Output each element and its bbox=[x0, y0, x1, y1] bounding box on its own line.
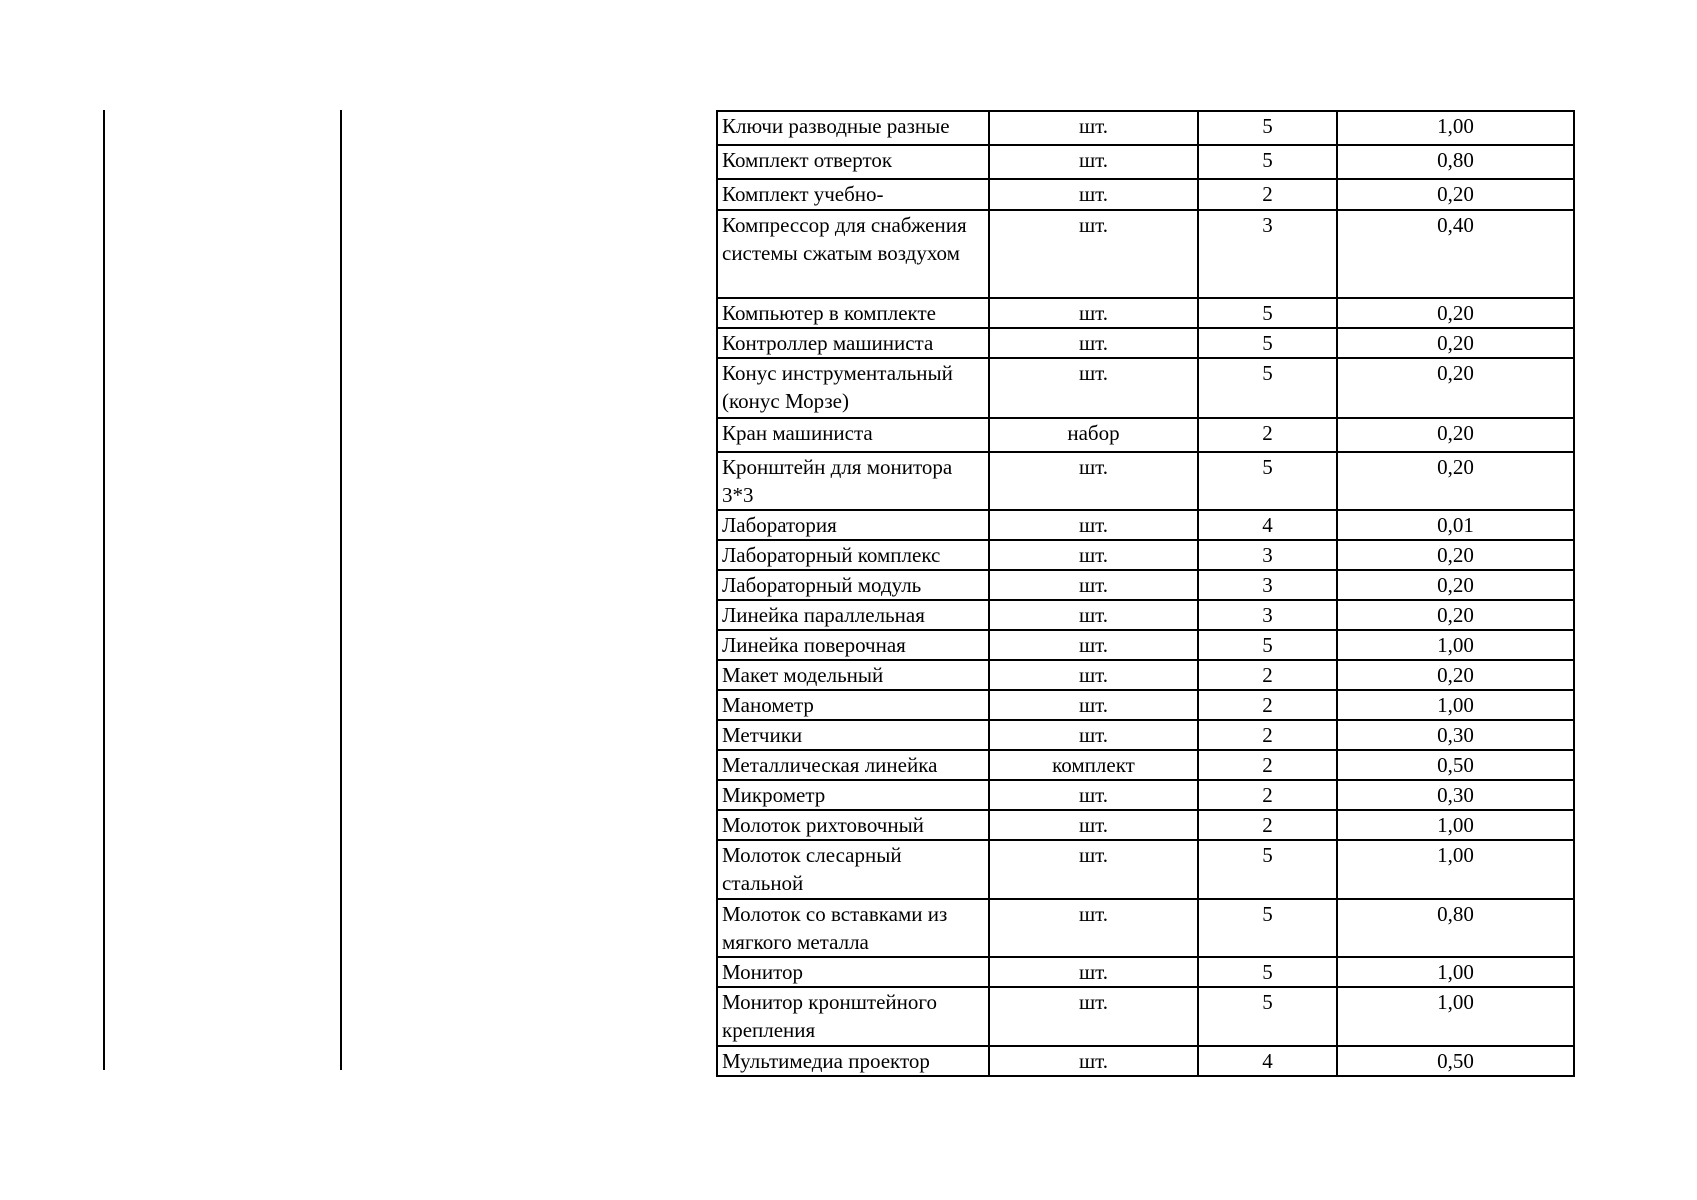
item-name-line: Компьютер в комплекте bbox=[722, 301, 936, 325]
item-name-line: Лабораторный комплекс bbox=[722, 543, 941, 567]
item-quantity-cell: 5 bbox=[1198, 111, 1337, 145]
item-coefficient-cell: 1,00 bbox=[1337, 957, 1574, 987]
item-quantity-cell: 4 bbox=[1198, 1046, 1337, 1076]
item-coefficient-cell: 0,20 bbox=[1337, 660, 1574, 690]
item-coefficient-cell: 0,40 bbox=[1337, 210, 1574, 298]
item-name-line: системы сжатым воздухом bbox=[722, 241, 960, 265]
item-unit-cell: шт. bbox=[989, 570, 1198, 600]
table-row bbox=[717, 452, 1574, 510]
item-unit-cell: шт. bbox=[989, 600, 1198, 630]
item-unit-cell: шт. bbox=[989, 358, 1198, 418]
item-unit-cell: шт. bbox=[989, 298, 1198, 328]
item-name-cell bbox=[717, 145, 989, 179]
table-row bbox=[717, 510, 1574, 540]
item-quantity-cell: 3 bbox=[1198, 540, 1337, 570]
item-name-line: Линейка поверочная bbox=[722, 633, 906, 657]
item-quantity-cell: 2 bbox=[1198, 418, 1337, 452]
table-row bbox=[717, 720, 1574, 750]
item-quantity-cell: 5 bbox=[1198, 957, 1337, 987]
item-name-cell bbox=[717, 720, 989, 750]
item-name-cell bbox=[717, 810, 989, 840]
item-coefficient-cell: 0,01 bbox=[1337, 510, 1574, 540]
item-name-cell bbox=[717, 630, 989, 660]
table-row bbox=[717, 810, 1574, 840]
item-quantity-cell: 3 bbox=[1198, 210, 1337, 298]
item-quantity-cell: 3 bbox=[1198, 600, 1337, 630]
item-coefficient-cell: 1,00 bbox=[1337, 111, 1574, 145]
item-unit-cell: шт. bbox=[989, 452, 1198, 510]
item-name-cell bbox=[717, 358, 989, 418]
item-coefficient-cell: 0,20 bbox=[1337, 418, 1574, 452]
table-row bbox=[717, 600, 1574, 630]
item-name-cell bbox=[717, 780, 989, 810]
item-coefficient-cell: 0,80 bbox=[1337, 899, 1574, 957]
item-quantity-cell: 2 bbox=[1198, 780, 1337, 810]
item-name-line: Лабораторный модуль bbox=[722, 573, 922, 597]
item-quantity-cell: 5 bbox=[1198, 452, 1337, 510]
item-name-line: Линейка параллельная bbox=[722, 603, 925, 627]
item-quantity-cell: 3 bbox=[1198, 570, 1337, 600]
item-unit-cell: шт. bbox=[989, 840, 1198, 899]
item-quantity-cell: 2 bbox=[1198, 690, 1337, 720]
item-coefficient-cell: 1,00 bbox=[1337, 987, 1574, 1046]
item-unit-cell: шт. bbox=[989, 540, 1198, 570]
item-unit-cell: шт. bbox=[989, 690, 1198, 720]
item-quantity-cell: 5 bbox=[1198, 328, 1337, 358]
item-name-line: Макет модельный bbox=[722, 663, 884, 687]
table-row bbox=[717, 298, 1574, 328]
item-coefficient-cell: 0,20 bbox=[1337, 298, 1574, 328]
left-column-border bbox=[103, 110, 105, 1070]
table-row bbox=[717, 660, 1574, 690]
item-name-line: Монитор кронштейного bbox=[722, 990, 937, 1014]
item-name-line: Микрометр bbox=[722, 783, 826, 807]
item-name-cell bbox=[717, 210, 989, 298]
item-name-line: Контроллер машиниста bbox=[722, 331, 934, 355]
item-unit-cell: шт. bbox=[989, 210, 1198, 298]
table-row bbox=[717, 780, 1574, 810]
item-name-cell bbox=[717, 298, 989, 328]
item-name-cell bbox=[717, 452, 989, 510]
table-row bbox=[717, 328, 1574, 358]
item-coefficient-cell: 0,20 bbox=[1337, 540, 1574, 570]
item-coefficient-cell: 1,00 bbox=[1337, 840, 1574, 899]
item-name-line: Металлическая линейка bbox=[722, 753, 938, 777]
table-row bbox=[717, 630, 1574, 660]
table-row bbox=[717, 899, 1574, 957]
table-row bbox=[717, 840, 1574, 899]
item-name-cell bbox=[717, 690, 989, 720]
item-name-line: Метчики bbox=[722, 723, 803, 747]
item-coefficient-cell: 0,20 bbox=[1337, 328, 1574, 358]
item-name-line: Лаборатория bbox=[722, 513, 837, 537]
item-unit-cell: шт. bbox=[989, 660, 1198, 690]
table-row bbox=[717, 179, 1574, 210]
item-name-cell bbox=[717, 418, 989, 452]
item-name-line: стальной bbox=[722, 871, 804, 895]
item-name-cell bbox=[717, 570, 989, 600]
item-coefficient-cell: 0,20 bbox=[1337, 570, 1574, 600]
item-name-cell bbox=[717, 987, 989, 1046]
item-quantity-cell: 2 bbox=[1198, 720, 1337, 750]
item-quantity-cell: 4 bbox=[1198, 510, 1337, 540]
item-name-line: Ключи разводные разные bbox=[722, 114, 950, 138]
item-name-line: Манометр bbox=[722, 693, 814, 717]
item-unit-cell: набор bbox=[989, 418, 1198, 452]
item-quantity-cell: 5 bbox=[1198, 987, 1337, 1046]
item-unit-cell: шт. bbox=[989, 630, 1198, 660]
item-unit-cell: шт. bbox=[989, 510, 1198, 540]
item-name-cell bbox=[717, 1046, 989, 1076]
item-name-cell bbox=[717, 179, 989, 210]
item-name-cell bbox=[717, 957, 989, 987]
table-row bbox=[717, 540, 1574, 570]
item-quantity-cell: 2 bbox=[1198, 750, 1337, 780]
item-name-line: Конус инструментальный bbox=[722, 361, 953, 385]
item-coefficient-cell: 0,20 bbox=[1337, 452, 1574, 510]
item-name-line: Молоток слесарный bbox=[722, 843, 902, 867]
table-row bbox=[717, 145, 1574, 179]
item-name-cell bbox=[717, 510, 989, 540]
item-unit-cell: комплект bbox=[989, 750, 1198, 780]
item-coefficient-cell: 0,20 bbox=[1337, 358, 1574, 418]
item-name-line: 3*3 bbox=[722, 483, 754, 507]
item-name-line: Молоток со вставками из bbox=[722, 902, 948, 926]
equipment-table bbox=[716, 110, 1575, 1077]
table-row bbox=[717, 957, 1574, 987]
item-name-cell bbox=[717, 660, 989, 690]
item-name-cell bbox=[717, 540, 989, 570]
item-name-line: Комплект отверток bbox=[722, 148, 893, 172]
item-name-line: Кронштейн для монитора bbox=[722, 455, 953, 479]
table-row bbox=[717, 418, 1574, 452]
item-unit-cell: шт. bbox=[989, 810, 1198, 840]
table-row bbox=[717, 750, 1574, 780]
item-quantity-cell: 5 bbox=[1198, 358, 1337, 418]
item-unit-cell: шт. bbox=[989, 145, 1198, 179]
item-name-line: Комплект учебно- bbox=[722, 182, 884, 206]
item-name-line: Мультимедиа проектор bbox=[722, 1049, 930, 1073]
item-name-cell bbox=[717, 750, 989, 780]
item-coefficient-cell: 0,50 bbox=[1337, 750, 1574, 780]
item-name-line: Кран машиниста bbox=[722, 421, 873, 445]
item-quantity-cell: 2 bbox=[1198, 660, 1337, 690]
item-quantity-cell: 5 bbox=[1198, 145, 1337, 179]
item-unit-cell: шт. bbox=[989, 720, 1198, 750]
equipment-table-body bbox=[717, 111, 1574, 1076]
item-coefficient-cell: 0,80 bbox=[1337, 145, 1574, 179]
item-unit-cell: шт. bbox=[989, 1046, 1198, 1076]
item-name-line: Монитор bbox=[722, 960, 804, 984]
item-quantity-cell: 2 bbox=[1198, 179, 1337, 210]
table-row bbox=[717, 111, 1574, 145]
item-coefficient-cell: 1,00 bbox=[1337, 690, 1574, 720]
item-name-line: крепления bbox=[722, 1018, 816, 1042]
table-row bbox=[717, 570, 1574, 600]
item-coefficient-cell: 0,30 bbox=[1337, 720, 1574, 750]
item-name-line: мягкого металла bbox=[722, 930, 869, 954]
item-name-cell bbox=[717, 600, 989, 630]
item-unit-cell: шт. bbox=[989, 111, 1198, 145]
item-name-cell bbox=[717, 840, 989, 899]
middle-column-border bbox=[340, 110, 342, 1070]
item-unit-cell: шт. bbox=[989, 328, 1198, 358]
item-unit-cell: шт. bbox=[989, 899, 1198, 957]
item-coefficient-cell: 1,00 bbox=[1337, 810, 1574, 840]
item-coefficient-cell: 0,50 bbox=[1337, 1046, 1574, 1076]
table-row bbox=[717, 690, 1574, 720]
table-row bbox=[717, 1046, 1574, 1076]
item-name-line: Компрессор для снабжения bbox=[722, 213, 967, 237]
item-name-cell bbox=[717, 899, 989, 957]
item-coefficient-cell: 0,20 bbox=[1337, 179, 1574, 210]
item-coefficient-cell: 0,20 bbox=[1337, 600, 1574, 630]
item-quantity-cell: 5 bbox=[1198, 630, 1337, 660]
item-unit-cell: шт. bbox=[989, 179, 1198, 210]
item-unit-cell: шт. bbox=[989, 987, 1198, 1046]
item-quantity-cell: 5 bbox=[1198, 298, 1337, 328]
table-row bbox=[717, 210, 1574, 298]
item-coefficient-cell: 1,00 bbox=[1337, 630, 1574, 660]
item-unit-cell: шт. bbox=[989, 957, 1198, 987]
table-row bbox=[717, 358, 1574, 418]
item-coefficient-cell: 0,30 bbox=[1337, 780, 1574, 810]
item-name-line: (конус Морзе) bbox=[722, 389, 849, 413]
item-quantity-cell: 5 bbox=[1198, 899, 1337, 957]
item-quantity-cell: 5 bbox=[1198, 840, 1337, 899]
item-name-line: Молоток рихтовочный bbox=[722, 813, 924, 837]
item-name-cell bbox=[717, 328, 989, 358]
item-unit-cell: шт. bbox=[989, 780, 1198, 810]
item-quantity-cell: 2 bbox=[1198, 810, 1337, 840]
item-name-cell bbox=[717, 111, 989, 145]
table-row bbox=[717, 987, 1574, 1046]
